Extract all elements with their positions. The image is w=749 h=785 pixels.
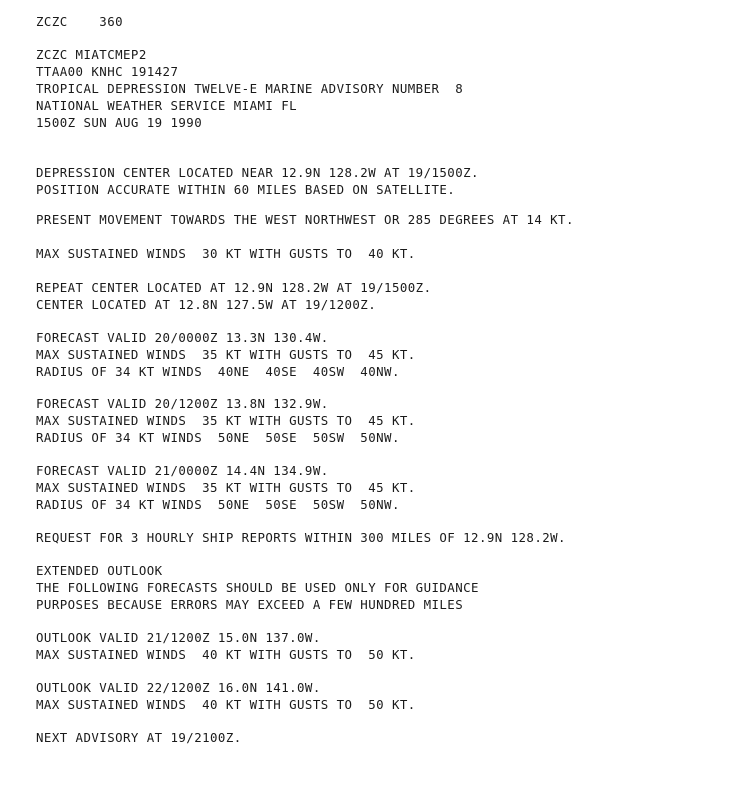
advisory-title-line: TROPICAL DEPRESSION TWELVE-E MARINE ADVISORY NUMBER 8 bbox=[36, 81, 464, 96]
forecast-1-valid-line: FORECAST VALID 20/0000Z 13.3N 130.4W. bbox=[36, 330, 329, 345]
header-id-line: ZCZC 360 bbox=[36, 14, 124, 29]
prior-center-line: CENTER LOCATED AT 12.8N 127.5W AT 19/1200Z. bbox=[36, 297, 377, 312]
forecast-2-radius-line: RADIUS OF 34 KT WINDS 50NE 50SE 50SW 50NW. bbox=[36, 430, 400, 445]
wmo-header-line: TTAA00 KNHC 191427 bbox=[36, 64, 179, 79]
product-id-line: ZCZC MIATCMEP2 bbox=[36, 47, 147, 62]
outlook-2-winds-line: MAX SUSTAINED WINDS 40 KT WITH GUSTS TO 50 KT. bbox=[36, 697, 416, 712]
outlook-1-winds-line: MAX SUSTAINED WINDS 40 KT WITH GUSTS TO 50 KT. bbox=[36, 647, 416, 662]
present-movement-line: PRESENT MOVEMENT TOWARDS THE WEST NORTHWEST OR 285 DEGREES AT 14 KT. bbox=[36, 212, 574, 227]
repeat-center-line: REPEAT CENTER LOCATED AT 12.9N 128.2W AT 19/1500Z. bbox=[36, 280, 432, 295]
outlook-1-valid-line: OUTLOOK VALID 21/1200Z 15.0N 137.0W. bbox=[36, 630, 321, 645]
position-accuracy-line: POSITION ACCURATE WITHIN 60 MILES BASED ON SATELLITE. bbox=[36, 182, 456, 197]
extended-outlook-heading: EXTENDED OUTLOOK bbox=[36, 563, 163, 578]
forecast-3-winds-line: MAX SUSTAINED WINDS 35 KT WITH GUSTS TO 45 KT. bbox=[36, 480, 416, 495]
issuing-office-line: NATIONAL WEATHER SERVICE MIAMI FL bbox=[36, 98, 298, 113]
forecast-3-radius-line: RADIUS OF 34 KT WINDS 50NE 50SE 50SW 50NW. bbox=[36, 497, 400, 512]
forecast-1-winds-line: MAX SUSTAINED WINDS 35 KT WITH GUSTS TO 45 KT. bbox=[36, 347, 416, 362]
issue-time-line: 1500Z SUN AUG 19 1990 bbox=[36, 115, 203, 130]
outlook-2-valid-line: OUTLOOK VALID 22/1200Z 16.0N 141.0W. bbox=[36, 680, 321, 695]
forecast-2-valid-line: FORECAST VALID 20/1200Z 13.8N 132.9W. bbox=[36, 396, 329, 411]
forecast-3-valid-line: FORECAST VALID 21/0000Z 14.4N 134.9W. bbox=[36, 463, 329, 478]
forecast-2-winds-line: MAX SUSTAINED WINDS 35 KT WITH GUSTS TO 45 KT. bbox=[36, 413, 416, 428]
next-advisory-line: NEXT ADVISORY AT 19/2100Z. bbox=[36, 730, 242, 745]
forecast-1-radius-line: RADIUS OF 34 KT WINDS 40NE 40SE 40SW 40NW. bbox=[36, 364, 400, 379]
ship-reports-request-line: REQUEST FOR 3 HOURLY SHIP REPORTS WITHIN 300 MILES OF 12.9N 128.2W. bbox=[36, 530, 566, 545]
max-winds-line: MAX SUSTAINED WINDS 30 KT WITH GUSTS TO 40 KT. bbox=[36, 246, 416, 261]
guidance-note-line-2: PURPOSES BECAUSE ERRORS MAY EXCEED A FEW HUNDRED MILES bbox=[36, 597, 464, 612]
guidance-note-line-1: THE FOLLOWING FORECASTS SHOULD BE USED ONLY FOR GUIDANCE bbox=[36, 580, 479, 595]
center-location-line: DEPRESSION CENTER LOCATED NEAR 12.9N 128.2W AT 19/1500Z. bbox=[36, 165, 479, 180]
